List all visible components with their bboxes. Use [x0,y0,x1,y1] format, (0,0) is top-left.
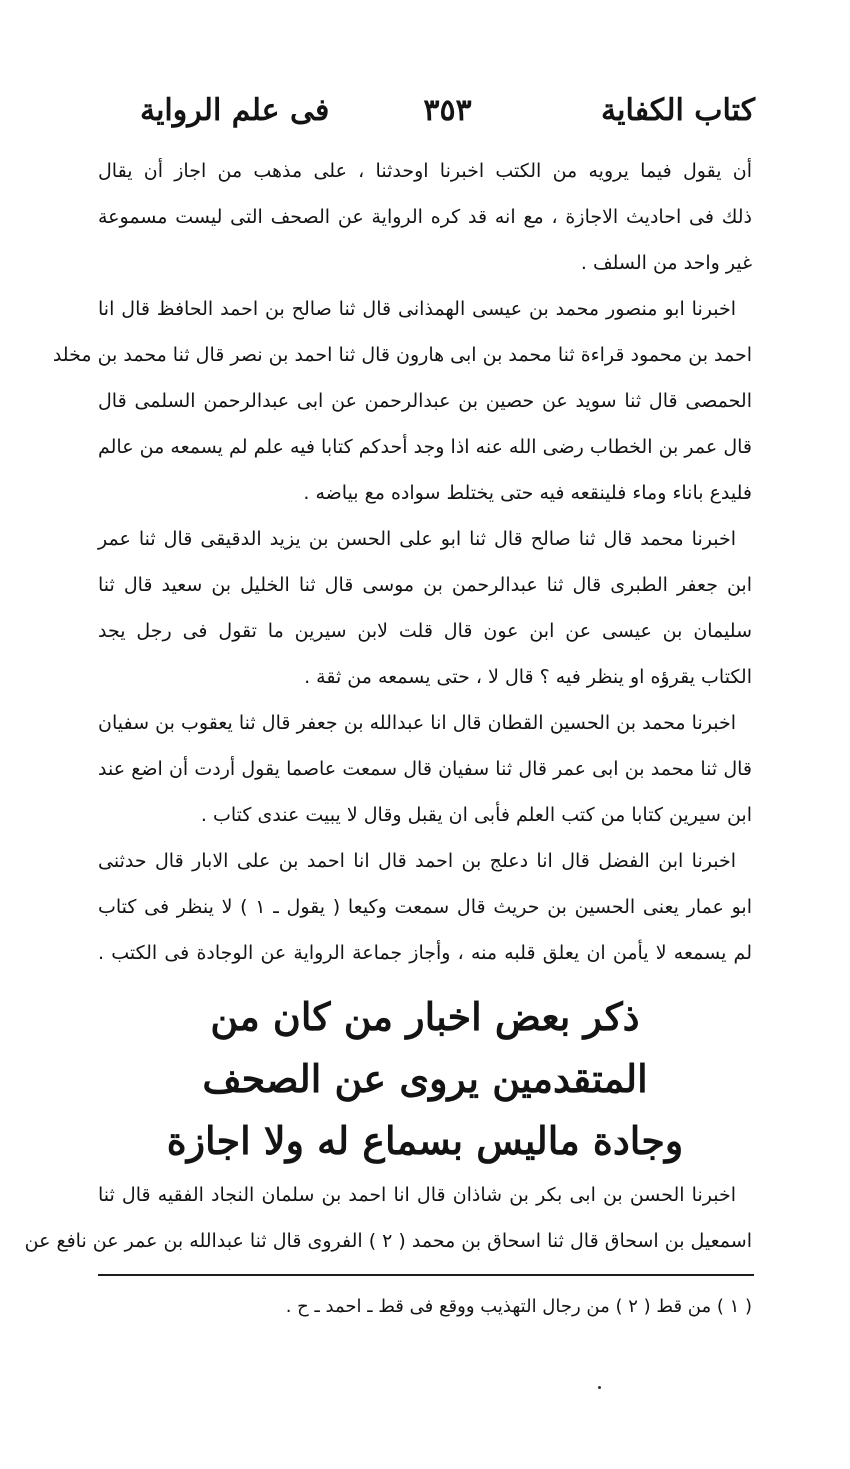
text-line: ابو عمار يعنى الحسين بن حريث قال سمعت وكيعا ( يقول ـ ١ ) لا ينظر فى كتاب [98,896,752,918]
text-line: أن يقول فيما يرويه من الكتب اخبرنا اوحدثنا ، على مذهب من اجاز أن يقال [98,160,752,182]
section-title-line: المتقدمين يروى عن الصحف [202,1056,648,1101]
section-text [24,1172,752,1264]
text-line: اسمعيل بن اسحاق قال ثنا اسحاق بن محمد ( ٢ ) الفروى قال ثنا عبدالله بن عمر عن نافع عن [24,1230,752,1252]
footnote: ( ١ ) من قط ( ٢ ) من رجال التهذيب ووقع فى قط ـ احمد ـ ح . [285,1296,752,1317]
text-line: ابن جعفر الطبرى قال ثنا عبدالرحمن بن موسى قال ثنا الخليل بن سعيد قال ثنا [98,574,752,596]
main-text [52,148,752,976]
text-line: اخبرنا ابو منصور محمد بن عيسى الهمذانى قال ثنا صالح بن احمد الحافظ قال انا [98,298,736,320]
running-header [140,86,755,136]
text-line: احمد بن محمود قراءة ثنا محمد بن ابى هارون قال ثنا احمد بن نصر قال ثنا محمد بن مخلد [52,344,752,366]
text-line: اخبرنا ابن الفضل قال انا دعلج بن احمد قال انا احمد بن على الابار قال حدثنى [98,850,736,872]
book-title: كتاب الكفاية [601,93,755,128]
text-line: فليدع باناء وماء فلينقعه فيه حتى يختلط سواده مع بياضه . [303,482,752,504]
text-line: ابن سيرين كتابا من كتب العلم فأبى ان يقبل وقال لا يبيت عندى كتاب . [200,804,752,826]
text-line: الحمصى قال ثنا سويد عن حصين بن عبدالرحمن عن ابى عبدالرحمن السلمى قال [98,390,752,412]
text-line: اخبرنا محمد بن الحسين القطان قال انا عبدالله بن جعفر قال ثنا يعقوب بن سفيان [98,712,736,734]
text-line: قال ثنا محمد بن ابى عمر قال ثنا سفيان قال سمعت عاصما يقول أردت أن اضع عند [98,758,752,780]
text-line: الكتاب يقرؤه او ينظر فيه ؟ قال لا ، حتى يسمعه من ثقة . [304,666,752,688]
footnote-divider [98,1274,754,1276]
text-line: غير واحد من السلف . [580,252,752,274]
text-line: قال عمر بن الخطاب رضى الله عنه اذا وجد أحدكم كتابا فيه علم لم يسمعه من عالم [98,436,752,458]
text-line: لم يسمعه لا يأمن ان يعلق قلبه منه ، وأجاز جماعة الرواية عن الوجادة فى الكتب . [98,942,752,964]
text-line: ذلك فى احاديث الاجازة ، مع انه قد كره الرواية عن الصحف التى ليست مسموعة [98,206,752,228]
text-line: سليمان بن عيسى عن ابن عون قال قلت لابن سيرين ما تقول فى رجل يجد [98,620,752,642]
section-title [140,986,710,1172]
page-number: ٣٥٣ [423,93,472,128]
section-title-line: ذكر بعض اخبار من كان من [210,994,640,1039]
paper-speck [598,1386,601,1389]
subject-title: فى علم الرواية [140,93,330,128]
section-title-line: وجادة ماليس بسماع له ولا اجازة [166,1118,684,1163]
text-line: اخبرنا الحسن بن ابى بكر بن شاذان قال انا احمد بن سلمان النجاد الفقيه قال ثنا [98,1184,736,1206]
text-line: اخبرنا محمد قال ثنا صالح قال ثنا ابو على الحسن بن يزيد الدقيقى قال ثنا عمر [98,528,736,550]
